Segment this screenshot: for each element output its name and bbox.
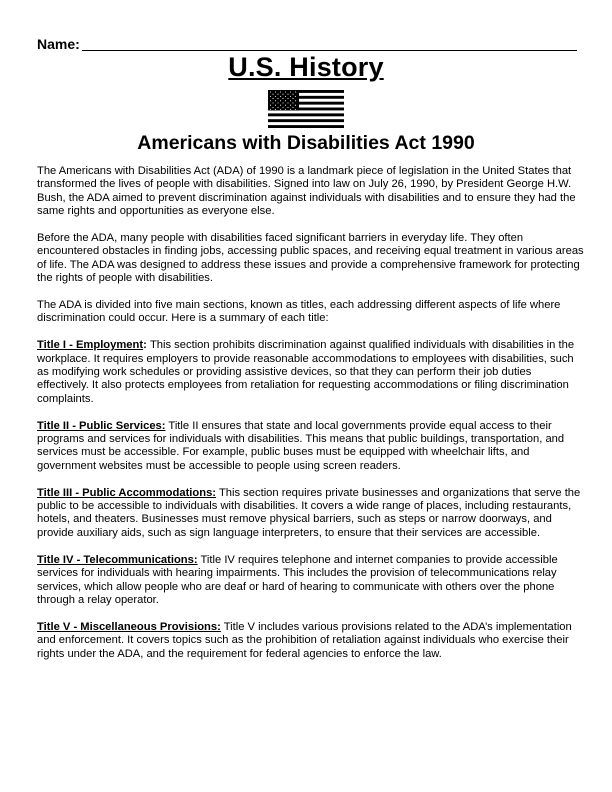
title-five-text: Title V includes various provisions related to the ADA’s implementation and enforcement. It covers topics such as the prohibition of retaliation against individuals who exercise their rights under the ADA, and the requirement for federal agencies to enforce the law. — [37, 620, 572, 660]
article-body — [37, 165, 585, 674]
title-one-colon: : — [143, 339, 150, 352]
name-row — [37, 34, 577, 54]
overview-paragraph: The ADA is divided into five main sections, known as titles, each addressing different aspects of life where discrimination could occur. Here is a summary of each title: — [37, 299, 561, 325]
page-title: U.S. History — [228, 52, 384, 82]
background-paragraph: Before the ADA, many people with disabilities faced significant barriers in everyday life. They often encountered obstacles in finding jobs, accessing public spaces, and receiving equal treatment in various areas of life. The ADA was designed to address these issues and provide a comprehensive framework for protecting the rights of people with disabilities. — [37, 232, 584, 285]
title-one-text: This section prohibits discrimination against qualified individuals with disabilities in the workplace. It requires employers to provide reasonable accommodations to employees with disabilities, such as modifying work schedules or providing assistive devices, so that they can perform their job duties effectively. It also protects employees from retaliation for requesting accommodations or filing discrimination complaints. — [37, 339, 575, 405]
name-label: Name: — [37, 36, 80, 52]
title-five-section — [37, 621, 585, 661]
name-line[interactable] — [82, 50, 577, 51]
title-four-section — [37, 554, 585, 608]
title-two-heading: Title II - Public Services: — [37, 419, 166, 432]
title-two-section — [37, 420, 585, 474]
page-subtitle: Americans with Disabilities Act 1990 — [137, 132, 475, 154]
title-five-heading: Title V - Miscellaneous Provisions: — [37, 620, 221, 633]
us-flag-icon — [268, 90, 344, 128]
intro-paragraph: The Americans with Disabilities Act (ADA) of 1990 is a landmark piece of legislation in the United States that transformed the lives of people with disabilities. Signed into law on July 26, 1990, by President George H.W. Bush, the ADA aimed to prevent discrimination against individuals with disabilities and to ensure they had the same rights and opportunities as everyone else. — [37, 165, 576, 218]
title-four-text: Title IV requires telephone and internet companies to provide accessible services for individuals with hearing impairments. This includes the provision of telecommunications relay services, which allow people who are deaf or hard of hearing to communicate with others over the phone through a relay operator. — [37, 553, 558, 606]
title-two-text: Title II ensures that state and local governments provide equal access to their programs and services for individuals with disabilities. This means that public buildings, transportation, and services must be accessible. For example, public buses must be equipped with wheelchair lifts, and government websites must be accessible to people using screen readers. — [37, 419, 565, 472]
title-one-section — [37, 339, 585, 406]
title-four-heading: Title IV - Telecommunications: — [37, 553, 198, 566]
title-three-section — [37, 487, 585, 541]
title-three-text: This section requires private businesses and organizations that serve the public to be accessible to individuals with disabilities. It covers a wide range of places, including restaurants, hotels, and theaters. Businesses must remove physical barriers, such as steps or narrow doorways, and provide auxiliary aids, such as sign language interpreters, to ensure that their services are accessible. — [37, 486, 581, 539]
title-three-heading: Title III - Public Accommodations: — [37, 486, 217, 499]
title-one-heading: Title I - Employment — [37, 339, 144, 352]
